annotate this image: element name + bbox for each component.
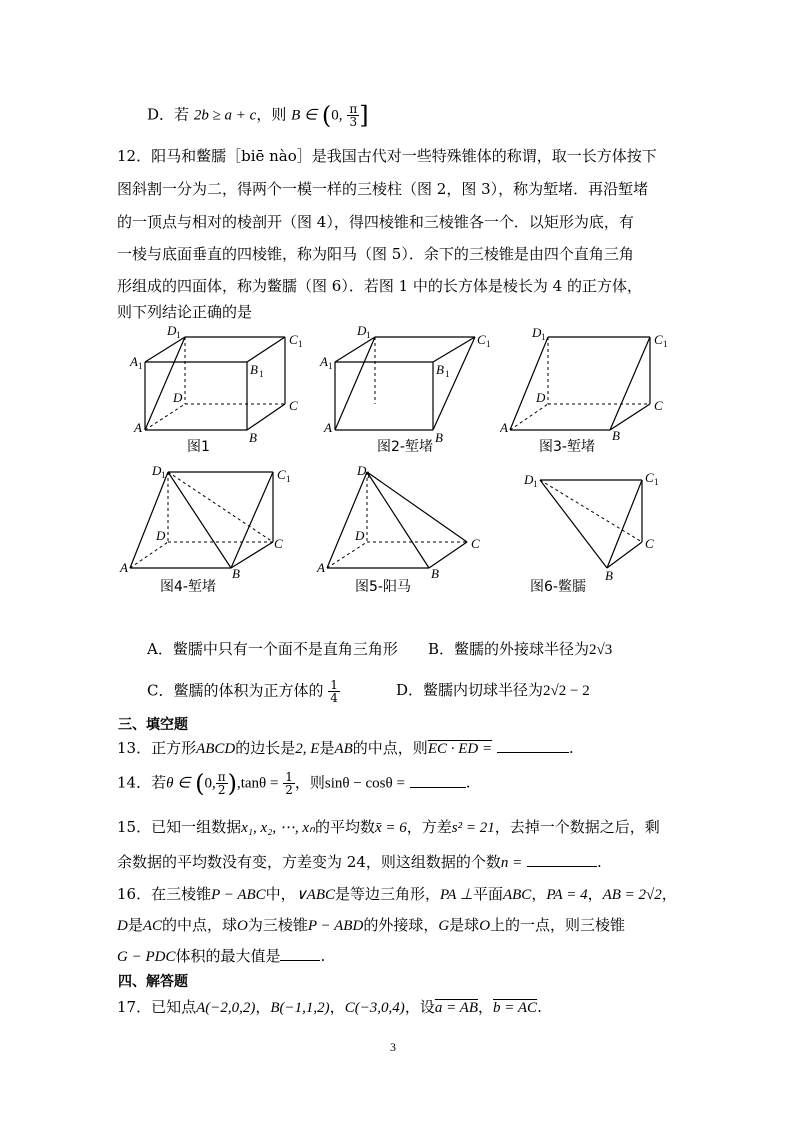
q16-line3: G − PDC体积的最大值是 . [117, 947, 326, 965]
caption-fig5: 图5-阳马 [355, 579, 411, 595]
svg-text:A: A [500, 420, 508, 435]
svg-text:C: C [645, 470, 654, 485]
caption-fig3: 图3-堑堵 [539, 439, 595, 455]
q12-line1: 12．阳马和鳖臑［biē nào］是我国古代对一些特殊锥体的称谓，取一长方体按下 [117, 147, 657, 165]
svg-text:1: 1 [533, 479, 538, 489]
label-d1: D [167, 323, 177, 338]
caption-fig4: 图4-堑堵 [160, 579, 216, 595]
svg-text:D: D [173, 390, 183, 405]
svg-text:C: C [654, 332, 663, 347]
svg-text:1: 1 [259, 369, 264, 379]
svg-text:1: 1 [138, 361, 143, 371]
svg-text:C: C [477, 332, 486, 347]
svg-text:B: B [605, 568, 613, 583]
figure-3-prism [500, 322, 680, 442]
caption-fig1: 图1 [187, 439, 210, 455]
figure-2-prism [315, 322, 495, 442]
q13-answer-blank[interactable] [497, 752, 569, 753]
svg-text:B: B [431, 566, 439, 581]
svg-text:A: A [320, 354, 328, 369]
svg-text:B: B [250, 362, 258, 377]
svg-text:D: D [355, 528, 365, 543]
svg-text:B: B [436, 362, 444, 377]
caption-fig2: 图2-堑堵 [377, 439, 433, 455]
section-solve: 四、解答题 [118, 974, 188, 990]
svg-text:1: 1 [541, 332, 546, 342]
q14-answer-blank[interactable] [410, 787, 466, 788]
q12-line6: 则下列结论正确的是 [117, 303, 253, 321]
caption-fig6: 图6-鳖臑 [530, 579, 586, 595]
figure-6-bienao [515, 460, 685, 585]
svg-text:A: A [317, 560, 325, 575]
svg-text:1: 1 [176, 330, 181, 340]
svg-text:B: B [435, 430, 443, 442]
svg-text:C: C [471, 536, 480, 551]
svg-text:D: D [524, 472, 534, 487]
q17: 17．已知点A(−2,0,2)，B(−1,1,2)，C(−3,0,4)，设a = AB，b = AC. [117, 998, 542, 1016]
svg-text:1: 1 [286, 474, 291, 484]
svg-text:B: B [232, 566, 240, 581]
svg-text:A: A [120, 560, 128, 575]
q16-line1: 16．在三棱锥P − ABC中，∨ABC是等边三角形，PA ⊥平面ABC，PA = 4，AB = 2√2， [117, 885, 677, 903]
figure-4-prism-cut [118, 460, 298, 585]
svg-text:C: C [289, 398, 298, 413]
q15-line2: 余数据的平均数没有变，方差变为 24，则这组数据的个数n = . [117, 853, 602, 871]
svg-text:1: 1 [654, 477, 659, 487]
q13: 13．正方形ABCD的边长是2, E是AB的中点，则EC · ED = . [117, 739, 574, 757]
q11-option-d: D．若 2b ≥ a + c，则 B ∈ (0, $\frac{\pi}{3}$ ] [147, 101, 369, 130]
figure-5-yangma [315, 460, 495, 585]
svg-text:D: D [357, 463, 367, 478]
svg-text:A: A [324, 420, 332, 435]
svg-text:D: D [532, 325, 542, 340]
q15-answer-blank[interactable] [527, 866, 597, 867]
svg-text:1: 1 [366, 470, 371, 480]
svg-text:1: 1 [366, 330, 371, 340]
q16-line2: D是AC的中点，球O为三棱锥P − ABD的外接球，G是球O上的一点，则三棱锥 [117, 916, 626, 934]
svg-text:B: B [249, 430, 257, 442]
svg-text:1: 1 [445, 369, 450, 379]
svg-text:C: C [277, 467, 286, 482]
svg-text:1: 1 [161, 470, 166, 480]
section-fill-in: 三、填空题 [118, 717, 188, 733]
svg-text:D: D [152, 463, 162, 478]
svg-text:1: 1 [298, 339, 303, 349]
svg-text:D: D [357, 323, 367, 338]
svg-text:1: 1 [663, 339, 668, 349]
q15-line1: 15．已知一组数据x₁, x₂, ⋯, xₙ的平均数x̄ = 6，方差s² = 21，去掉一个数据之后，剩 [117, 818, 660, 836]
svg-text:1: 1 [328, 361, 333, 371]
svg-text:C: C [274, 536, 283, 551]
q12-line4: 一棱与底面垂直的四棱锥，称为阳马（图 5）．余下的三棱锥是由四个直角三角 [117, 245, 634, 263]
q12-option-b: B．鳖臑的外接球半径为2√3 [428, 640, 613, 658]
q16-answer-blank[interactable] [280, 960, 320, 961]
q12-option-d: D．鳖臑内切球半径为2√2 − 2 [396, 681, 590, 699]
figure-1-cube [125, 322, 305, 442]
q14: 14．若θ ∈ (0, $\frac{\pi}{2}$ ),tanθ = $\frac{1}{2}$ ，则sinθ − cosθ = . [117, 769, 471, 798]
page-number: 3 [390, 1040, 396, 1054]
q12-line5: 形组成的四面体，称为鳖臑（图 6）．若图 1 中的长方体是棱长为 4 的正方体， [117, 277, 642, 295]
q12-option-c: C．鳖臑的体积为正方体的 $\frac{1}{4}$ [147, 678, 338, 705]
svg-text:D: D [536, 390, 546, 405]
svg-text:A: A [134, 420, 142, 435]
q12-line3: 的一顶点与相对的棱剖开（图 4），得四棱锥和三棱锥各一个．以矩形为底，有 [117, 213, 634, 231]
svg-text:C: C [289, 332, 298, 347]
q12-line2: 图斜割一分为二，得两个一模一样的三棱柱（图 2，图 3），称为堑堵．再沿堑堵 [117, 180, 649, 198]
svg-text:A: A [130, 354, 138, 369]
svg-text:C: C [654, 398, 663, 413]
svg-text:D: D [156, 528, 166, 543]
svg-text:B: B [612, 428, 620, 442]
svg-text:C: C [645, 536, 654, 551]
svg-text:1: 1 [486, 339, 491, 349]
q12-option-a: A．鳖臑中只有一个面不是直角三角形 [147, 640, 398, 658]
